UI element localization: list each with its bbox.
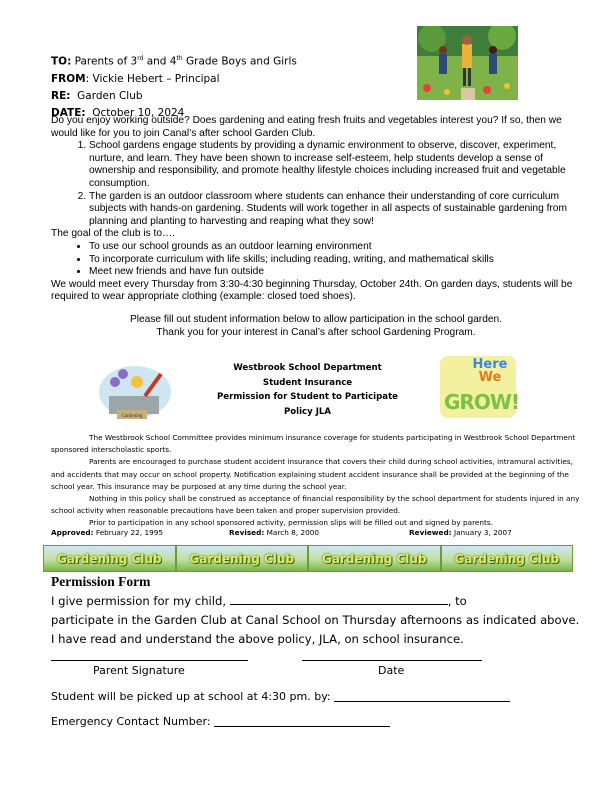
policy-paragraph: Prior to participation in any school sponsored activity, permission slips will be filled out and signed by parents. — [89, 518, 494, 528]
intro-section — [51, 115, 581, 339]
pickup-row — [51, 690, 510, 703]
list-item: 1. School gardens engage students by providing a dynamic environment to observe, discover, experiment, nurture, and learn. They have been shown to increase self-esteem, help students develop a sense of ownership and responsibility, and promote healthy lifestyle choices including increased fruit and vegetable consumption. — [89, 140, 581, 190]
goal-intro: The goal of the club is to…. — [51, 228, 176, 240]
gardening-club-banner — [43, 545, 573, 572]
permission-form-title: Permission Form — [51, 574, 151, 589]
memo-date: DATE: October 10, 2024 — [51, 106, 185, 119]
pickup-person-field[interactable] — [334, 701, 510, 702]
date-field[interactable] — [302, 660, 482, 661]
revised-date: March 8, 2000 — [266, 528, 320, 537]
policy-paragraph: The Westbrook School Committee provides minimum insurance coverage for students participating in Westbrook School Department sponsored interscholastic sports. — [51, 433, 576, 455]
policy-text — [51, 432, 581, 530]
policy-title-line: Permission for Student to Participate — [216, 392, 399, 402]
list-item: • To incorporate curriculum with life skills; including reading, writing, and mathematical skills — [89, 254, 581, 267]
banner-segment: Gardening Club — [43, 545, 176, 572]
emergency-contact-label: Emergency Contact Number: — [51, 715, 211, 728]
memo-to: TO: Parents of 3rd and 4th Grade Boys and Girls — [51, 55, 297, 68]
memo-from: FROM: Vickie Hebert – Principal — [51, 72, 220, 85]
list-item: • To use our school grounds as an outdoor learning environment — [89, 241, 581, 254]
meeting-info: We would meet every Thursday from 3:30-4:30 beginning Thursday, October 24th. On garden days, students will be required to wear appropriate clothing (example: closed toed shoes). — [51, 278, 573, 303]
revised-label: Revised: — [229, 528, 265, 537]
reviewed-label: Reviewed: — [409, 528, 452, 537]
intro-paragraph: Do you enjoy working outside? Does gardening and eating fresh fruits and vegetables interest you? If so, then we would like for you to join Canal’s after school Garden Club. — [51, 115, 562, 139]
gardening-sign-text: Gardening — [121, 414, 143, 419]
pickup-label: Student will be picked up at school at 4:30 pm. by: — [51, 690, 331, 703]
banner-segment: Gardening Club — [308, 545, 441, 572]
banner-segment: Gardening Club — [441, 545, 574, 572]
parent-signature-label: Parent Signature — [93, 664, 185, 677]
policy-title-line: Westbrook School Department — [233, 363, 382, 373]
emergency-row — [51, 715, 390, 728]
policy-paragraph: Parents are encouraged to purchase student accident insurance that covers their child during school activities, intramural activities, and accidents that may occur on school property. Notification explaining student accident insurance shall be provided at the beginning of the school year. This insurance may be purposed at any time during the school year. — [51, 457, 573, 491]
here-we-grow-logo — [440, 356, 519, 418]
permission-form — [51, 592, 581, 649]
banner-segment: Gardening Club — [176, 545, 309, 572]
policy-paragraph: Nothing in this policy shall be construed as acceptance of financial responsibility by the school department for students injured in any school activity when reasonable precautions have been taken and proper supervision provided. — [51, 494, 580, 516]
date-label: Date — [378, 664, 405, 677]
parent-signature-field[interactable] — [51, 660, 248, 661]
approved-label: Approved: — [51, 528, 94, 537]
memo-header — [51, 50, 297, 122]
benefits-list — [51, 140, 581, 228]
permission-text-to: , to — [447, 594, 467, 608]
list-item: 2. The garden is an outdoor classroom where students can enhance their understanding of core curriculum subjects with hands-on gardening. Students will work together in all aspects of sustainable gardening from planning and planting to harvesting and reaping what they sow! — [89, 191, 581, 229]
reviewed-date: January 3, 2007 — [453, 528, 512, 537]
here-we-text: Here We — [472, 357, 508, 385]
policy-title-line: Policy JLA — [283, 406, 332, 417]
gardening-tools-clipart — [95, 356, 175, 424]
fill-out-note: Please fill out student information below to allow participation in the school garden. — [129, 313, 503, 325]
memo-re: RE: Garden Club — [51, 89, 143, 102]
permission-text: participate in the Garden Club at Canal School on Thursday afternoons as indicated above. I have read and understand the above policy, JLA, on school insurance. — [51, 613, 580, 646]
list-item: • Meet new friends and have fun outside — [89, 266, 581, 279]
policy-title-line: Student Insurance — [262, 377, 353, 388]
child-name-field[interactable] — [230, 604, 448, 605]
goals-list — [51, 241, 581, 279]
garden-people-illustration — [417, 26, 518, 100]
emergency-contact-field[interactable] — [214, 726, 390, 727]
grow-text: GROW! — [444, 390, 519, 414]
permission-text: I give permission for my child, — [51, 594, 227, 608]
policy-title — [180, 361, 435, 419]
thanks-note: Thank you for your interest in Canal’s after school Gardening Program. — [156, 326, 476, 338]
approved-date: February 22, 1995 — [95, 528, 164, 537]
